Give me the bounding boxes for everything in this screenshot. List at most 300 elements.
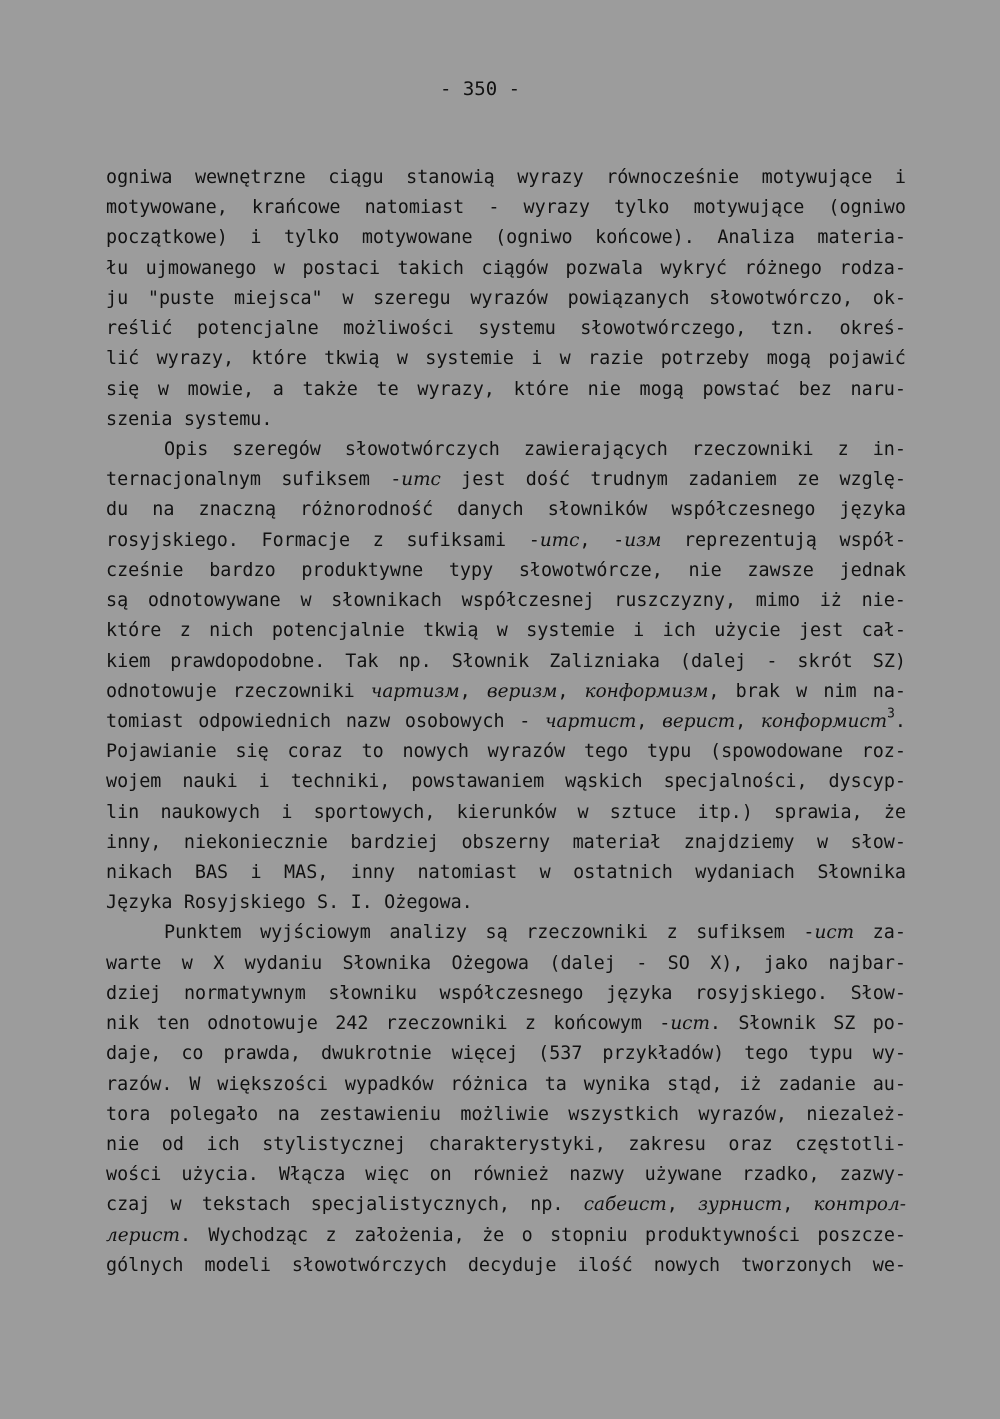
word: w: [816, 831, 829, 853]
text-line: [106, 1160, 906, 1190]
word: końcowe).: [595, 227, 695, 249]
word: ruszczyzny,: [614, 590, 737, 612]
word: wyrazy: [523, 197, 590, 219]
word: dwukrotnie: [321, 1043, 432, 1065]
word: osobowych: [404, 710, 505, 732]
word: -: [766, 650, 778, 672]
word: SZ): [872, 650, 906, 672]
word: reprezentują: [683, 529, 817, 551]
word: szeregów: [232, 438, 321, 460]
word: czaj: [106, 1194, 151, 1216]
word: mowie,: [187, 378, 255, 400]
word: W: [189, 1073, 201, 1095]
word: natomiast: [417, 862, 518, 884]
word: tego: [744, 1043, 789, 1065]
word: odnotowywane: [147, 590, 281, 612]
word: z: [837, 438, 849, 460]
word: сабеист,: [583, 1194, 678, 1216]
word: współczesnego: [439, 982, 584, 1004]
text-line: [106, 405, 906, 435]
text-line: [106, 314, 906, 344]
word: motywujące: [761, 167, 873, 188]
word: w: [157, 378, 169, 400]
page-number: - 350 -: [439, 78, 521, 100]
text-line: [106, 707, 906, 737]
word: z: [372, 529, 384, 551]
word: produktywności: [644, 1224, 800, 1246]
word: więcej: [451, 1043, 519, 1065]
word: Zalizniaka: [549, 650, 660, 672]
text-line: [106, 979, 906, 1009]
word: warte: [106, 952, 162, 974]
word: tora: [106, 1103, 151, 1125]
word: wynika: [583, 1073, 651, 1095]
word: odpowiednich: [198, 710, 332, 732]
word: rosyjskiego.: [695, 982, 828, 1004]
word: ze: [797, 469, 820, 491]
word: częstotli-: [795, 1134, 906, 1155]
word: słowotwórcze,: [518, 559, 663, 581]
word: rzeczowniki: [526, 922, 649, 944]
text-line: [106, 526, 906, 556]
word: naru-: [850, 378, 906, 400]
word: szenia: [106, 408, 173, 430]
word: powstawaniem: [411, 771, 545, 793]
text-line: [106, 888, 906, 918]
word: używane: [644, 1164, 723, 1186]
word: gólnych: [106, 1254, 184, 1276]
word: nazw: [345, 710, 391, 732]
word: SO: [667, 952, 690, 974]
word: specjalności,: [663, 771, 808, 793]
word: wyrazy: [517, 167, 584, 188]
word: au-: [872, 1073, 906, 1095]
text-line: [106, 1251, 906, 1281]
word: Słownika: [342, 952, 432, 974]
word: poszcze-: [817, 1224, 906, 1246]
word: typu: [808, 1043, 853, 1065]
word: decyduje: [467, 1254, 557, 1276]
word: reślić: [106, 318, 173, 340]
word: wości: [106, 1164, 162, 1186]
word: Słow-: [850, 982, 906, 1004]
word: prawda,: [223, 1043, 302, 1065]
word: bez: [798, 378, 832, 400]
word: z: [325, 1224, 337, 1246]
word: ich: [662, 620, 696, 642]
word: jest: [461, 469, 506, 491]
word: cał-: [861, 620, 906, 642]
word: we-: [872, 1254, 906, 1276]
word: ciągów: [481, 257, 548, 279]
text-line: [106, 163, 906, 193]
word: słow-: [850, 831, 906, 853]
word: rodza-: [839, 257, 906, 279]
word: ta: [544, 1073, 567, 1095]
word: tego: [583, 741, 629, 763]
text-line: [106, 858, 906, 888]
word: są: [485, 922, 508, 944]
word: tworzonych: [741, 1254, 852, 1276]
word: o: [521, 1224, 533, 1246]
word: Punktem: [164, 922, 242, 944]
word: w: [796, 680, 808, 702]
word: ternacjonalnym: [106, 469, 262, 491]
word: w: [300, 590, 312, 612]
word: X: [213, 952, 225, 974]
word: nich: [209, 620, 254, 642]
word: co: [181, 1043, 204, 1065]
word: odnotowuje: [106, 680, 217, 702]
word: i: [894, 167, 906, 188]
word: tomiast: [106, 710, 184, 732]
word: które: [106, 620, 162, 642]
word: Ożegowa.: [384, 892, 473, 914]
text-line: [106, 1100, 906, 1130]
word: różnorodność: [300, 499, 434, 521]
word: Opis: [164, 438, 209, 460]
word: i: [250, 227, 262, 249]
word: itp.): [697, 801, 753, 823]
word: lić: [106, 348, 140, 370]
word: 242: [335, 1013, 369, 1035]
word: i: [281, 801, 293, 823]
word: oraz: [728, 1134, 773, 1155]
word: bardzo: [209, 559, 276, 581]
word: nie: [688, 559, 722, 581]
word: niezależ-: [806, 1103, 906, 1125]
word: dyscyp-: [828, 771, 906, 793]
word: контрол-: [813, 1194, 906, 1216]
word: nim: [823, 680, 857, 702]
word: za-: [872, 922, 906, 944]
word: wyrazy,: [156, 348, 235, 370]
word: -umc,: [528, 529, 591, 551]
word: Słownik: [738, 1013, 816, 1035]
word: stopniu: [550, 1224, 628, 1246]
text-line: [106, 465, 906, 495]
word: użycia.: [181, 1164, 259, 1186]
word: i: [250, 862, 262, 884]
word: nauki: [182, 771, 238, 793]
text-line: [106, 495, 906, 525]
word: wąskich: [565, 771, 643, 793]
word: in-: [872, 438, 906, 460]
word: danych: [457, 499, 524, 521]
word: -umc: [390, 469, 441, 491]
word: końcowym: [553, 1013, 642, 1035]
word: (537: [538, 1043, 583, 1065]
word: w: [273, 257, 285, 279]
word: sportowych,: [313, 801, 436, 823]
word: jest: [798, 620, 844, 642]
word: współ-: [839, 529, 906, 551]
word: po-: [872, 1013, 906, 1035]
word: techniki,: [290, 771, 391, 793]
word: kiem: [106, 650, 151, 672]
word: powiązanych: [567, 287, 690, 309]
word: możliwości: [343, 318, 454, 340]
word: веризм,: [486, 680, 569, 702]
word: i: [531, 348, 543, 370]
word: z: [179, 620, 191, 642]
word: początkowe): [106, 227, 228, 249]
word: analizy: [389, 922, 467, 944]
word: wykryć: [660, 257, 727, 279]
word: motywowane: [361, 227, 473, 249]
word: nie-: [861, 590, 906, 612]
word: słowotwórczo,: [709, 287, 854, 309]
text-line: [106, 586, 906, 616]
word: iż: [739, 1073, 762, 1095]
word: jednak: [839, 559, 906, 581]
word: nie: [106, 1134, 140, 1155]
word: postaci: [302, 257, 381, 279]
word: współczesnego: [671, 499, 816, 521]
word: I.: [350, 892, 373, 914]
word: SZ: [833, 1013, 856, 1035]
word: w: [396, 348, 408, 370]
word: zadanie: [778, 1073, 856, 1095]
word: S.: [317, 892, 340, 914]
word: (ogniwo: [828, 197, 906, 219]
word: "puste: [147, 287, 215, 309]
word: systemie: [425, 348, 514, 370]
word: dziej: [106, 982, 162, 1004]
word: to: [361, 741, 384, 763]
word: łu: [106, 257, 129, 279]
word: produktywne: [301, 559, 424, 581]
word: -: [488, 197, 500, 219]
word: чартист,: [545, 710, 648, 732]
word: tkwią: [324, 348, 380, 370]
word: w: [539, 862, 551, 884]
text-line: [106, 767, 906, 797]
word: wyrazów: [470, 287, 548, 309]
word: ostatnich: [573, 862, 673, 884]
word: które: [251, 348, 307, 370]
word: słowniku: [328, 982, 417, 1004]
word: wyrazów: [487, 741, 566, 763]
word: rzeczowniki: [691, 438, 814, 460]
word: wyjściowym: [260, 922, 371, 944]
text-line: [106, 1221, 906, 1251]
word: tkwią: [423, 620, 479, 642]
word: du: [106, 499, 129, 521]
text-line: [106, 556, 906, 586]
word: stanowią: [406, 167, 495, 188]
word: na: [277, 1103, 300, 1125]
word: Pojawianie: [106, 741, 217, 763]
word: Analiza: [717, 227, 795, 249]
word: skrót: [797, 650, 853, 672]
word: coraz: [287, 741, 343, 763]
word: inny: [350, 862, 396, 884]
word: lin: [106, 801, 140, 823]
word: MAS,: [284, 862, 329, 884]
word: w: [181, 952, 193, 974]
word: Rosyjskiego: [183, 892, 306, 914]
word: ciągu: [328, 167, 384, 188]
word: systemu.: [183, 408, 273, 430]
word: i: [258, 771, 270, 793]
word: -: [636, 952, 648, 974]
word: np.: [398, 650, 432, 672]
word: конформизм,: [584, 680, 720, 702]
word: wyrazy,: [417, 378, 495, 400]
word: roz-: [861, 741, 906, 763]
word: użycie: [714, 620, 781, 642]
word: (ogniwo: [495, 227, 573, 249]
word: rzeczowniki: [232, 680, 355, 702]
word: ju: [106, 287, 129, 309]
word: słowotwórczych: [291, 1254, 447, 1276]
word: potrzeby: [660, 348, 750, 370]
word: typu: [646, 741, 692, 763]
word: prawdopodobne.: [170, 650, 326, 672]
word: w: [577, 801, 589, 823]
word: cześnie: [106, 559, 184, 581]
word: słowotwórczego,: [580, 318, 747, 340]
word: ilość: [577, 1254, 633, 1276]
word: że: [482, 1224, 505, 1246]
word: zestawieniu: [319, 1103, 441, 1125]
word: szeregu: [373, 287, 451, 309]
word: on: [429, 1164, 452, 1186]
word: większości: [217, 1073, 328, 1095]
word: na-: [872, 680, 906, 702]
word: -ucm.: [659, 1013, 721, 1035]
word: zawsze: [747, 559, 814, 581]
word: mimo: [755, 590, 801, 612]
word: wypadków: [344, 1073, 434, 1095]
word: wojem: [106, 771, 162, 793]
word: się: [106, 378, 140, 400]
word: чартизм,: [370, 680, 471, 702]
word: współczesnej: [461, 590, 595, 612]
word: materiał: [572, 831, 662, 853]
word: rzeczowniki: [385, 1013, 508, 1035]
word: bardziej: [350, 831, 439, 853]
word: wydaniach: [695, 862, 795, 884]
word: Języka: [106, 892, 173, 914]
word: także: [302, 378, 358, 400]
word: daje,: [106, 1043, 162, 1065]
word: specjalistycznych,: [310, 1194, 511, 1216]
word: wydaniu: [244, 952, 323, 974]
text-line: [106, 949, 906, 979]
word: równocześnie: [606, 167, 740, 188]
word: wszystkich: [568, 1103, 680, 1125]
word: że: [883, 801, 906, 823]
word: X),: [710, 952, 744, 974]
text-line: [106, 798, 906, 828]
word: języka: [606, 982, 673, 1004]
word: w: [559, 348, 571, 370]
word: ok-: [872, 287, 906, 309]
word: motywujące: [693, 197, 805, 219]
word: takich: [397, 257, 464, 279]
word: motywowane,: [106, 197, 228, 219]
word: niekoniecznie: [183, 831, 328, 853]
word: sufiksami: [406, 529, 507, 551]
word: (dalej: [549, 952, 616, 974]
text-line: [106, 677, 906, 707]
word: nie: [587, 378, 621, 400]
word: słowników: [547, 499, 648, 521]
word: normatywnym: [183, 982, 306, 1004]
word: wzglę-: [839, 469, 906, 491]
word: znajdziemy: [683, 831, 795, 853]
word: ogniwa: [106, 167, 173, 188]
text-line: [106, 254, 906, 284]
word: ich: [206, 1134, 240, 1155]
word: miejsca": [234, 287, 323, 309]
word: конформист$^3$.: [760, 706, 906, 732]
text-line: [106, 284, 906, 314]
word: razów.: [106, 1073, 173, 1095]
text-line: [106, 435, 906, 465]
word: założenia,: [353, 1224, 465, 1246]
body-text: [106, 163, 906, 1281]
word: Wychodząc: [208, 1224, 309, 1246]
word: krańcowe: [251, 197, 341, 219]
word: obszerny: [461, 831, 551, 853]
text-line: [106, 1009, 906, 1039]
text-line: [106, 193, 906, 223]
word: tylko: [614, 197, 670, 219]
word: wewnętrzne: [194, 167, 306, 188]
word: słownikach: [331, 590, 442, 612]
word: na: [152, 499, 175, 521]
word: w: [342, 287, 354, 309]
word: brak: [735, 680, 780, 702]
word: trudnym: [590, 469, 668, 491]
word: ten: [156, 1013, 190, 1035]
word: natomiast: [364, 197, 465, 219]
word: Słownika: [817, 862, 906, 884]
word: iż: [819, 590, 842, 612]
word: rosyjskiego.: [106, 529, 239, 551]
word: zadaniem: [688, 469, 777, 491]
word: a: [272, 378, 284, 400]
word: nazwy: [569, 1164, 625, 1186]
word: różnego: [744, 257, 822, 279]
word: pojawić: [828, 348, 906, 370]
word: powstać: [702, 378, 780, 400]
word: materia-: [817, 227, 906, 249]
text-line: [106, 1190, 906, 1220]
word: np.: [530, 1194, 564, 1216]
word: -: [519, 710, 531, 732]
word: znaczną: [198, 499, 277, 521]
word: nowych: [653, 1254, 721, 1276]
word: z: [666, 922, 678, 944]
word: z: [524, 1013, 536, 1035]
text-line: [106, 344, 906, 374]
word: słowotwórczych: [344, 438, 500, 460]
word: okreś-: [839, 318, 906, 340]
word: зурнист,: [698, 1194, 794, 1216]
word: лерист.: [106, 1224, 192, 1246]
word: i: [633, 620, 645, 642]
word: stąd,: [667, 1073, 723, 1095]
word: się: [235, 741, 269, 763]
word: inny,: [106, 831, 162, 853]
word: Słownik: [451, 650, 530, 672]
word: sufiksem: [696, 922, 785, 944]
word: te: [376, 378, 399, 400]
